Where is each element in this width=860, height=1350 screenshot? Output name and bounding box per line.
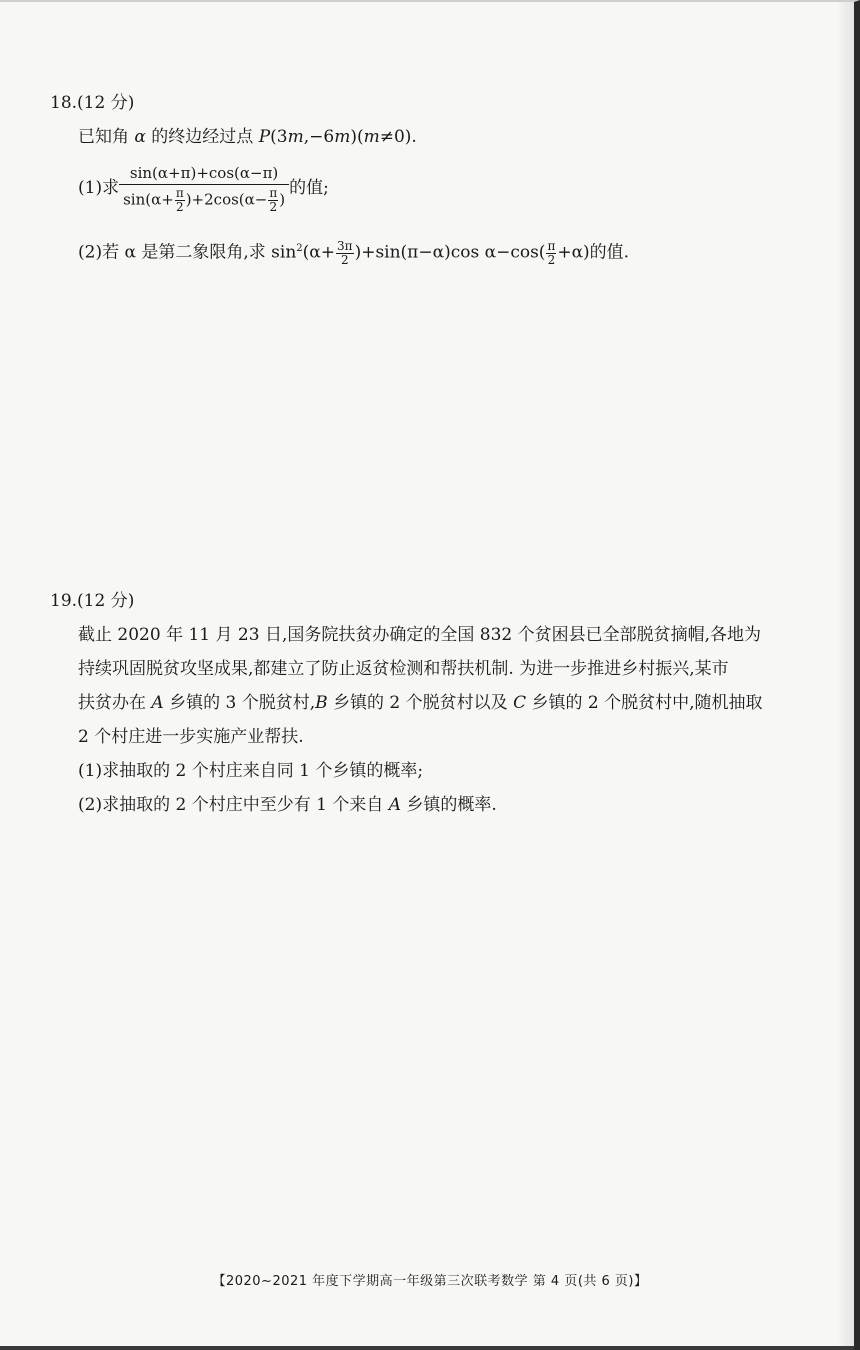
question-18-part-1: (1)求 sin(α+π)+cos(α−π) sin(α+ $\frac{\pi}{2}$ )+2cos(α− $\frac{\pi}{2}$ ) 的值; (78, 163, 329, 214)
question-19-line-2: 持续巩固脱贫攻坚成果,都建立了防止返贫检测和帮扶机制. 为进一步推进乡村振兴,某市 (78, 659, 729, 679)
question-18 (50, 86, 629, 278)
question-19-part-2: (2)求抽取的 2 个村庄中至少有 1 个来自 A 乡镇的概率. (78, 795, 497, 815)
question-19-line-3: 扶贫办在 A 乡镇的 3 个脱贫村,B 乡镇的 2 个脱贫村以及 C 乡镇的 2 个脱贫村中,随机抽取 (78, 693, 763, 713)
question-19-line-1: 截止 2020 年 11 月 23 日,国务院扶贫办确定的全国 832 个贫困县已全部脱贫摘帽,各地为 (78, 625, 762, 645)
bottom-edge (0, 1346, 854, 1350)
part-1-fraction: sin(α+π)+cos(α−π) sin(α+ $\frac{\pi}{2}$ )+2cos(α− $\frac{\pi}{2}$ ) (119, 164, 289, 214)
question-19 (50, 584, 763, 822)
page-footer: 【2020~2021 年度下学期高一年级第三次联考数学 第 4 页(共 6 页)】 (212, 1274, 648, 1289)
question-18-part-2: (2)若 α 是第二象限角,求 $\sin^2(\alpha+$ $\frac{3\pi}{2}$ )+sin(π−α)cos α−cos( $\frac{\pi}{2}$ +α)的值. (78, 238, 630, 267)
question-19-title: 19.(12 分) (50, 591, 135, 611)
scan-edge-shadow (836, 2, 854, 1350)
question-19-body (50, 618, 763, 822)
question-18-body (50, 120, 629, 278)
question-18-stem: 已知角 α 的终边经过点 P(3m,−6m)(m≠0). (78, 127, 417, 147)
question-19-part-1: (1)求抽取的 2 个村庄来自同 1 个乡镇的概率; (78, 761, 424, 781)
question-18-title: 18.(12 分) (50, 93, 135, 113)
question-19-line-4: 2 个村庄进一步实施产业帮扶. (78, 727, 304, 747)
